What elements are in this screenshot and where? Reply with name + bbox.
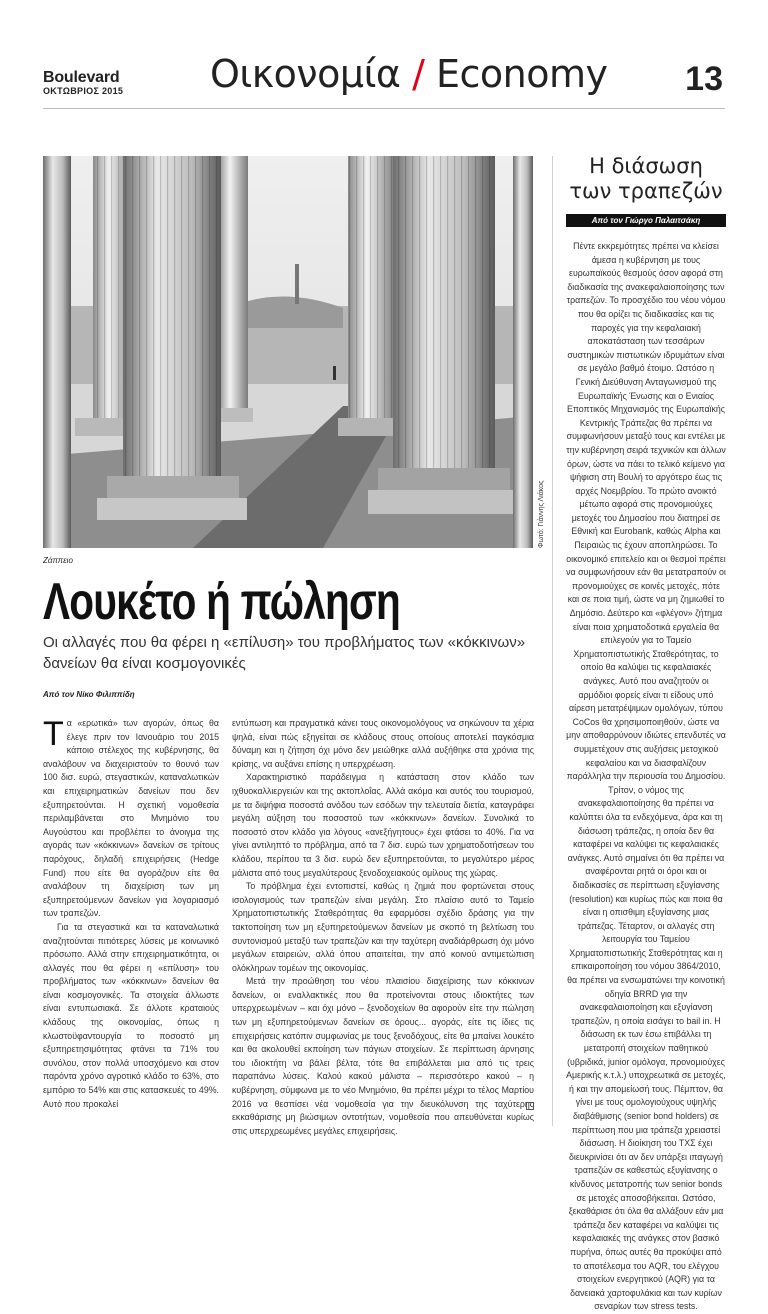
section-title-greek: Οικονομία xyxy=(210,52,401,96)
header-rule xyxy=(43,108,725,109)
section-title xyxy=(210,52,607,96)
sidebar-byline: Από τον Γιώργο Παλαιτσάκη xyxy=(566,214,726,227)
end-of-article-icon xyxy=(526,1102,534,1110)
sidebar-paragraph: Πέντε εκκρεμότητες πρέπει να κλείσει άμεσα η κυβέρνηση με τους ευρωπαϊκούς θεσμούς όσον αφορά στη διαδικασία της ανακεφαλαιοποίησης των τραπεζών. Το προσχέδιο του νέου νόμου που θα ορίζει τις διαδικασίες και τις παροχές για την κεφαλαιακή αποκατάσταση των τεσσάρων συστημικών πιστωτικών ιδρυμάτων είναι σε μεγάλο βαθμό έτοιμο. Ωστόσο η Γενική Διεύθυνση Ανταγωνισμού της Ευρωπαϊκής Ένωσης και ο Ενιαίος Εποπτικός Μηχανισμός της Ευρωπαϊκής Κεντρικής Τράπεζας θα πρέπει να συμφωνήσουν μεταξύ τους και εντέλει με την κυβέρνηση σειρά τεχνικών και άλλων όρων, ώστε να πάει το τελικό κείμενο για ψήφιση στη Βουλή το αργότερο έως τις αρχές Νοεμβρίου. Το πρώτο ανοικτό μέτωπο αφορά στις προνομιούχες μετοχές του Δημοσίου που διατηρεί σε Εθνική και Eurobank, καθώς Alpha και Πειραιώς τις έχουν αποπληρώσει. Το οικονομικό επιτελείο και οι θεσμοί πρέπει να συμφωνήσουν εάν θα μετατραπούν οι προνομιούχες σε κοινές μετοχές, πότε και σε ποια τιμή, ώστε να μη ζημιωθεί το Δημόσιο. Δεύτερο και «φλέγον» ζήτημα είναι ποια χρηματοδοτικά εργαλεία θα επιλεγούν για το Ταμείο Χρηματοπιστωτικής Σταθερότητας, το οποίο θα καλύψει τις κεφαλαιακές ανάγκες. Αυτό που αναζητούν οι αρμόδιοι φορείς είναι τι είδους υπό αίρεση μετατρέψιμων ομολόγων, τύπου CoCos θα χρησιμοποιηθούν, ώστε να μην αποθαρρύνουν ιδιώτες επενδυτές να συμμετέχουν στις αυξήσεις μετοχικού κεφαλαίου και να διασφαλίζουν παράλληλα την περιουσία του Δημοσίου. Τρίτον, ο νόμος της ανακεφαλαιοποίησης θα πρέπει να καλύπτει όλα τα ενδεχόμενα, άρα και τη διάσωση τράπεζας, η οποία δεν θα καταφέρει να καλύψει τις κεφαλαιακές ανάγκες. Αυτό σημαίνει ότι θα πρέπει να αναφέρονται ρητά οι όροι και οι διαδικασίες σε περίπτωση εξυγίανσης (resolution) και κυρίως πώς και ποια θα είναι η οπισθιμη εξυγίανσης μιας τράπεζας. Τέταρτον, οι αλλαγές στη λειτουργία του Ταμείου Χρηματοπιστωτικής Σταθερότητας και η επικαιροποίηση του νόμου 3864/2010, θα πρέπει να ενσωματώνει την κοινοτική οδηγία BRRD για την ανακεφαλαιοποίηση και εξυγίανση τραπεζών, η οποία εισάγει το bail in. Η διάσωση εκ των έσω επιβάλλει τη μετατροπή στοιχείων παθητικού (υβριδικά, junior ομόλογα, προνομιούχες Αμερικής κ.τ.λ.) υποχρεωτικά σε μετοχές, ή και την απομείωσή τους. Πέμπτον, θα γίνει με τους ομολογιούχους υψηλής διαβάθμισης (senior bond holders) σε περίπτωση που μια τράπεζα χρειαστεί διάσωση. Η διοίκηση του ΤΧΣ έχει διευκρινίσει ότι αν δεν υπάρξει ιπαγωγή τραπεζών σε καθεστώς εξυγίανσης ο κίνδυνος μετατροπής των senior bonds σε μετοχές αποσοβήκειται. Ωστόσο, ξεκαθάρισε ότι όλα θα αλλάξουν εάν μια τράπεζα δεν καταφέρει να καλύψει τις κεφαλαιακές της ανάγκες στον βασικό πυρήνα, όπως αυτές θα προκύψει από το αποτέλεσμα του AQR, του ελέγχου στοιχείων ενεργητικού (AQR) για τα δανειακά χαρτοφυλάκια και των κυρίων σεναρίων των stress tests. xyxy=(566,241,726,1312)
article-subhead: Οι αλλαγές που θα φέρει η «επίλυση» του προβλήματος των «κόκκινων» δανείων θα είναι κοσμογονικές xyxy=(43,634,526,672)
article-column-2 xyxy=(232,717,534,1136)
article-paragraph-text: α «ερωτικά» των αγορών, όπως θα έλεγε πριν τον Ιανουάριο του 2015 κάποιο στέλεχος της κυβέρνησης, θα αναλάβουν να διαχειριστούν το θουνό των 100 δισ. ευρώ, στεγαστικών, καταναλωτικών και επιχειρηματικών δανείων που δεν εξυπηρετούνται. Η σχετική νομοθεσία περιλαμβάνεται στο Μνημόνιο του Αυγούστου και προβλέπει το άνοιγμα της αγοράς των «κόκκινων» δανείων σε τρίτους παρόχους, δηλαδή επιχειρήσεις (Hedge Fund) που είτε θα αγοράζουν είτε θα αναλάβουν τη διαχείριση των μη εξυπηρετούμενων δανείων για λογαριασμό των τραπεζών. xyxy=(43,718,219,919)
article-headline: Λουκέτο ή πώληση xyxy=(43,573,400,631)
page-number: 13 xyxy=(685,60,723,98)
article-byline: Από τον Νίκο Φιλιππίδη xyxy=(43,690,135,699)
section-title-english: Economy xyxy=(435,52,608,96)
article-column-1 xyxy=(43,717,219,1117)
issue-date: ΟΚΤΩΒΡΙΟΣ 2015 xyxy=(43,86,124,96)
article-photo xyxy=(43,156,533,548)
drop-cap: Τ xyxy=(43,715,64,753)
sidebar-divider xyxy=(552,156,553,1126)
sidebar-body xyxy=(566,240,726,1312)
section-separator: / xyxy=(412,52,425,96)
photo-caption: Ζάππειο xyxy=(43,556,73,565)
article-paragraph: Μετά την προώθηση του νέου πλαισίου διαχείρισης των κόκκινων δανείων, οι εναλλακτικές που θα προτείνονται στους ιδιοκτήτες των υπερχρεωμένων – και όχι μόνο – ξενοδοχείων θα αφορούν είτε την πώληση των μη εξυπηρετούμενων δανείων σε όρους... αγοράς, είτε τις ίδιες τις επιχειρήσεις κατόπιν συμφωνίας με τους ξενοδόχους, είτε θα μπαίνει λουκέτο και θα ακολουθεί εκποίηση των πάγιων στοιχείων. Σε περίπτωση άρνησης του ιδιοκτήτη να βάλει βέλτα, τότε θα επιβάλλεται μια από τις τρεις παραπάνω λύσεις. Καλού κακού μάλιστα – περισσότερο κακού – η κυβέρνηση, σύμφωνα με το νέο Μνημόνιο, θα πρέπει μέχρι το τέλος Μαρτίου 2016 να θεσπίσει νέα νομοθεσία για την διευκόλυνση της ταχύτερης εκκαθάρισης μη βιώσιμων οντοτήτων, νομοθεσία που απευθύνεται κυρίως στις υπερχρεωμένες μεγάλες επιχειρήσεις. xyxy=(232,976,534,1136)
article-paragraph: Για τα στεγαστικά και τα καταναλωτικά αναζητούνται πιτιότερες λύσεις με κοινωνικό πρόσωπο. Αλλά στην επιχειρηματικότητα, οι αλλαγές που θα φέρει η «επίλυση» του προβλήματος των «κόκκινων» δανείων θα είναι κοσμογονικές. Τα στοιχεία άλλωστε είναι εντυπωσιακά. Σε άλλοτε κραταιούς κλάδους της οικονομίας, όπως η κλωστοϋφαντουργία το ποσοστό μη εξυπηρετησιμότητας φτάνει τα 71% του συνόλου, στον πολλά υποσχόμενο και στον παρόντα χρόνο αγροτικό κλάδο το 63%, στο εμπόριο το 54% και στις κατασκευές το 49%. Αυτό που προκαλεί xyxy=(43,921,219,1109)
sidebar-title: Η διάσωση των τραπεζών xyxy=(569,154,723,203)
brand-logo: Boulevard xyxy=(43,69,120,86)
article-paragraph: Το πρόβλημα έχει εντοπιστεί, καθώς η ζημιά που φορτώνεται στους ισολογισμούς των τραπεζών είναι μεγάλη. Στο πλαίσιο αυτό το Ταμείο Χρηματοπιστωτικής Σταθερότητας θα εφαρμόσει σχέδιο δράσης για την τακτοποίηση των μη εξυπηρετούμενων δανείων με σκοπό τη βελτίωση του συντονισμού μεταξύ των τραπεζών και την ταχύτερη αναδιάρθρωση όχι μόνο μεγάλων εταιρειών, αλλά όπου απαιτείται, την από κοινού αντιμετώπιση ολόκληρων τομέων της οικονομίας. xyxy=(232,881,534,973)
article-paragraph: εντύπωση και πραγματικά κάνει τους οικονομολόγους να σηκώνουν τα χέρια ψηλά, είναι πώς εξηγείται σε κλάδους στους οποίους αποτελεί παγκόσμια δύναμη και η ζήτηση όχι μόνο δεν μειώθηκε αλλά αυξήθηκε στα χρόνια της κρίσης, να αυξάνει επίσης η υπερχρέωση. xyxy=(232,718,534,769)
article-paragraph: Χαρακτηριστικό παράδειγμα η κατάσταση στον κλάδο των ιχθυοκαλλιεργειών και της ακτοπλοΐας. Αλλά ακόμα και αυτός του τουρισμού, με τα διψήφια ποσοστά ανόδου των εσόδων την τελευταία διετία, καταγράφει μεγάλη αύξηση του ποσοστού των «κόκκινων» δανείων. Συνολικά το ποσοστό στον κλάδο για λόγους «ανεξήγητους» έχει φτάσει το 40%. Για να γίνει αντιληπτό το πρόβλημα, από τα 7 δισ. ευρώ των χρηματοδοτήσεων του κλάδου, περίπου τα 3 δισ. ευρώ δεν εξυπηρετούνται, το μεγαλύτερο μέρος μάλιστα από τους μεγαλύτερους ξενοδοχειακούς ομίλους της χώρας. xyxy=(232,772,534,878)
colonnade-photo-image xyxy=(43,156,533,548)
photo-credit: Φωτό: Γιάννης Λιάκος xyxy=(538,480,545,548)
article-paragraph xyxy=(43,717,219,921)
